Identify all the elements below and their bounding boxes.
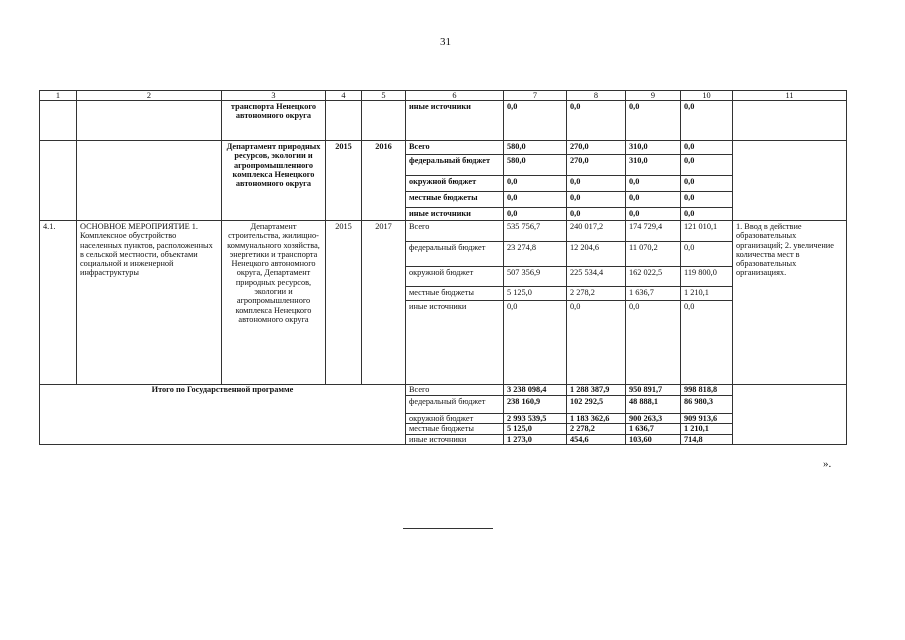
value-cell: 454,6 — [567, 434, 626, 445]
total-label: Итого по Государственной программе — [40, 385, 406, 445]
source-cell: окружной бюджет — [406, 176, 504, 192]
table-row — [40, 141, 847, 155]
source-cell: иные источники — [406, 101, 504, 141]
value-cell: 0,0 — [504, 301, 567, 385]
value-cell: 0,0 — [681, 301, 733, 385]
header-cell: 8 — [567, 91, 626, 101]
footer-divider — [403, 528, 493, 529]
header-row — [40, 91, 847, 101]
program-table — [39, 90, 847, 445]
value-cell: 310,0 — [626, 141, 681, 155]
value-cell: 0,0 — [626, 192, 681, 208]
source-cell: иные источники — [406, 301, 504, 385]
value-cell: 714,8 — [681, 434, 733, 445]
start-year: 2015 — [326, 221, 362, 385]
value-cell: 2 993 539,5 — [504, 413, 567, 424]
header-cell: 6 — [406, 91, 504, 101]
value-cell: 507 356,9 — [504, 267, 567, 287]
measure-description: Комплексное обустройство населенных пунктов, расположенных в сельской местности, объектами социальной и инженерной инфраструктуры — [80, 231, 213, 278]
value-cell: 162 022,5 — [626, 267, 681, 287]
end-year: 2016 — [362, 141, 406, 221]
value-cell: 0,0 — [681, 242, 733, 267]
value-cell: 0,0 — [567, 192, 626, 208]
source-cell: федеральный бюджет — [406, 395, 504, 413]
header-cell: 7 — [504, 91, 567, 101]
measure-title: ОСНОВНОЕ МЕРОПРИЯТИЕ 1. — [80, 222, 198, 231]
value-cell: 0,0 — [567, 301, 626, 385]
value-cell: 0,0 — [504, 101, 567, 141]
value-cell: 0,0 — [567, 176, 626, 192]
value-cell: 0,0 — [681, 101, 733, 141]
closing-quote: ». — [823, 458, 832, 470]
table-row — [40, 385, 847, 396]
header-cell: 2 — [77, 91, 222, 101]
header-cell: 11 — [733, 91, 847, 101]
value-cell: 3 238 098,4 — [504, 385, 567, 396]
executor-cell: Департамент строительства, жилищно-коммунального хозяйства, энергетики и транспорта Ненецкого автономного округа, Департамент природных ресурсов, экологии и агропромышленного комплекса Ненецкого автономного округа — [222, 221, 326, 385]
value-cell: 102 292,5 — [567, 395, 626, 413]
value-cell: 5 125,0 — [504, 424, 567, 435]
table-row — [40, 221, 847, 242]
value-cell: 270,0 — [567, 141, 626, 155]
source-cell: Всего — [406, 385, 504, 396]
value-cell: 0,0 — [681, 192, 733, 208]
executor-cell: Департамент природных ресурсов, экологии и агропромышленного комплекса Ненецкого автономного округа — [222, 141, 326, 221]
value-cell: 0,0 — [626, 301, 681, 385]
source-cell: федеральный бюджет — [406, 155, 504, 176]
value-cell: 1 288 387,9 — [567, 385, 626, 396]
value-cell: 23 274,8 — [504, 242, 567, 267]
value-cell: 1 183 362,6 — [567, 413, 626, 424]
page-number: 31 — [440, 36, 451, 48]
value-cell: 0,0 — [681, 176, 733, 192]
source-cell: местные бюджеты — [406, 192, 504, 208]
start-year: 2015 — [326, 141, 362, 221]
source-cell: Всего — [406, 141, 504, 155]
value-cell: 12 204,6 — [567, 242, 626, 267]
value-cell: 0,0 — [681, 141, 733, 155]
source-cell: иные источники — [406, 434, 504, 445]
source-cell: иные источники — [406, 208, 504, 221]
value-cell: 174 729,4 — [626, 221, 681, 242]
value-cell: 48 888,1 — [626, 395, 681, 413]
value-cell: 1 210,1 — [681, 287, 733, 301]
value-cell: 0,0 — [567, 208, 626, 221]
source-cell: федеральный бюджет — [406, 242, 504, 267]
value-cell: 0,0 — [567, 101, 626, 141]
value-cell: 225 534,4 — [567, 267, 626, 287]
header-cell: 9 — [626, 91, 681, 101]
value-cell: 270,0 — [567, 155, 626, 176]
value-cell: 119 800,0 — [681, 267, 733, 287]
value-cell: 11 070,2 — [626, 242, 681, 267]
value-cell: 1 636,7 — [626, 424, 681, 435]
value-cell: 580,0 — [504, 155, 567, 176]
header-cell: 10 — [681, 91, 733, 101]
table-row — [40, 101, 847, 141]
value-cell: 86 980,3 — [681, 395, 733, 413]
source-cell: местные бюджеты — [406, 287, 504, 301]
value-cell: 0,0 — [626, 101, 681, 141]
value-cell: 121 010,1 — [681, 221, 733, 242]
value-cell: 310,0 — [626, 155, 681, 176]
header-cell: 3 — [222, 91, 326, 101]
source-cell: окружной бюджет — [406, 267, 504, 287]
value-cell: 0,0 — [626, 208, 681, 221]
measure-cell — [77, 221, 222, 385]
value-cell: 998 818,8 — [681, 385, 733, 396]
value-cell: 240 017,2 — [567, 221, 626, 242]
value-cell: 103,60 — [626, 434, 681, 445]
value-cell: 0,0 — [504, 192, 567, 208]
value-cell: 535 756,7 — [504, 221, 567, 242]
value-cell: 0,0 — [504, 176, 567, 192]
header-cell: 5 — [362, 91, 406, 101]
value-cell: 0,0 — [626, 176, 681, 192]
value-cell: 0,0 — [681, 208, 733, 221]
value-cell: 900 263,3 — [626, 413, 681, 424]
value-cell: 238 160,9 — [504, 395, 567, 413]
source-cell: местные бюджеты — [406, 424, 504, 435]
value-cell: 2 278,2 — [567, 424, 626, 435]
source-cell: окружной бюджет — [406, 413, 504, 424]
item-number: 4.1. — [40, 221, 77, 385]
source-cell: Всего — [406, 221, 504, 242]
value-cell: 5 125,0 — [504, 287, 567, 301]
value-cell: 2 278,2 — [567, 287, 626, 301]
value-cell: 0,0 — [681, 155, 733, 176]
value-cell: 909 913,6 — [681, 413, 733, 424]
value-cell: 580,0 — [504, 141, 567, 155]
executor-cell: транспорта Ненецкого автономного округа — [222, 101, 326, 141]
value-cell: 1 210,1 — [681, 424, 733, 435]
header-cell: 4 — [326, 91, 362, 101]
value-cell: 1 636,7 — [626, 287, 681, 301]
value-cell: 1 273,0 — [504, 434, 567, 445]
end-year: 2017 — [362, 221, 406, 385]
value-cell: 0,0 — [504, 208, 567, 221]
header-cell: 1 — [40, 91, 77, 101]
value-cell: 950 891,7 — [626, 385, 681, 396]
result-cell: 1. Ввод в действие образовательных организаций; 2. увеличение количества мест в образовательных организациях. — [733, 221, 847, 385]
